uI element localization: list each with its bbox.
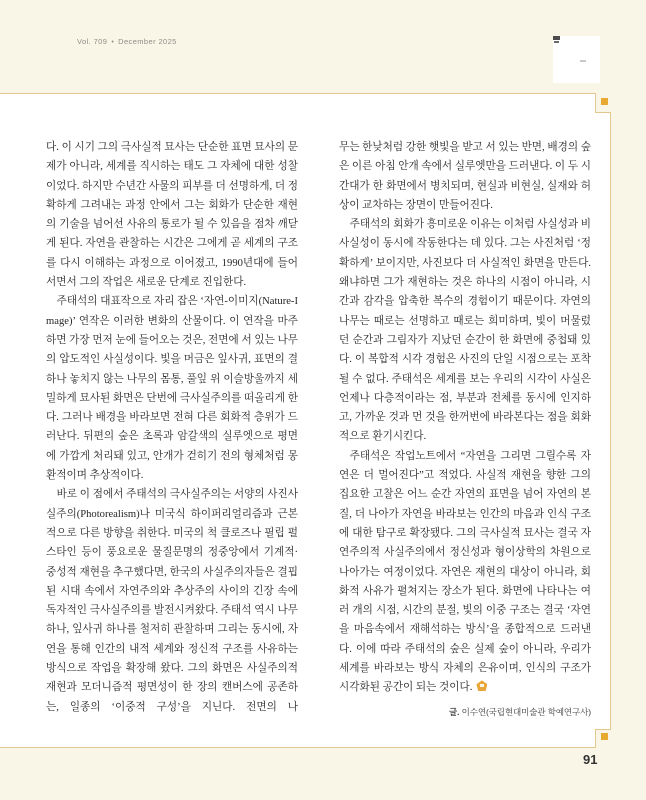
article-paragraph: 무는 한낮처럼 강한 햇빛을 받고 서 있는 반면, 배경의 숲은 이른 아침 안개 속에서 실루엣만을 드러낸다. 이 두 시간대가 한 화면에서 병치되며, 현실과 비현실, 실재와 허상이 교차하는 장면이 만들어진다.	[339, 142, 591, 211]
volume-label: Vol. 709	[77, 37, 108, 46]
masthead-separator-icon: •	[111, 39, 115, 46]
page-number: 91	[583, 752, 598, 767]
logo-placeholder	[553, 36, 600, 83]
article-paragraph: 바로 이 점에서 주태석의 극사실주의는 서양의 사진사실주의(Photorealism)나 미국식 하이퍼리얼리즘과 근본적으로 다른 방향을 취한다. 미국의 척 클로즈나 필립 펄스타인 등이 풍요로운 물질문명의 정중앙에서 기계적·중성적 재현을 추구했다면, 한국의 사실주의자들은 결핍된 시대 속에서 자연주의와 추상주의 사이의 긴장 속에 독자적인 극사실주의를 발전시켜왔다. 주태석 역시 나무 하나, 잎사귀 하나를 철저히 관찰하며 그리는 동시에, 자연을 통해 인간의 내적 세계와 정신적 구조를 사유하는 방식으로 작업을 확장해 왔다. 그의 화면은 사실주의적 재현과 모더니즘적 평면성이 한 장의 캔버스에 공존하는, 일종의 ‘이중적 구성’을 지닌다. 전면의 나	[46, 489, 298, 713]
article-column-right-paragraphs	[339, 138, 591, 698]
article-column-left	[46, 138, 298, 717]
logo-mark-icon	[553, 36, 560, 40]
corner-accent-square-top	[601, 98, 608, 105]
masthead	[77, 37, 177, 46]
byline-author: 이수연(국립현대미술관 학예연구사)	[459, 706, 591, 717]
logo-dash-icon	[580, 60, 586, 62]
corner-accent-square-bottom	[601, 733, 608, 740]
article-paragraph: 다. 이 시기 그의 극사실적 묘사는 단순한 표면 묘사의 문제가 아니라, 세계를 직시하는 태도 그 자체에 대한 성찰이었다. 하지만 수년간 사물의 피부를 더 선명하게, 더 정확하게 그려내는 과정 안에서 그는 회화가 단순한 재현의 기술을 넘어선 사유의 통로가 될 수 있음을 점차 깨닫게 된다. 자연을 관찰하는 시간은 그에게 곧 세계의 구조를 다시 이해하는 과정으로 이어졌고, 1990년대에 들어서면서 그의 작업은 새로운 단계로 진입한다.	[46, 142, 298, 289]
article-column-right	[339, 138, 591, 722]
byline	[339, 703, 591, 722]
article-paragraph: 주태석은 작업노트에서 “자연을 그리면 그릴수록 자연은 더 멀어진다”고 적었다. 사실적 재현을 향한 그의 집요한 고찰은 어느 순간 자연의 표면을 넘어 자연의 본질, 더 나아가 자연을 바라보는 인간의 마음과 인식 구조에 대한 탐구로 확장됐다. 그의 극사실적 묘사는 결국 자연주의적 사실주의에서 정신성과 형이상학의 차원으로 나아가는 여정이었다. 자연은 재현의 대상이 아니라, 회화적 사유가 펼쳐지는 장소가 된다. 화면에 나타나는 여러 개의 시점, 시간의 분절, 빛의 이중 구조는 결국 ‘자연을 마음속에서 재해석하는 방식’을 종합적으로 드러낸다. 이에 따라 주태석의 숲은 실제 숲이 아니라, 우리가 세계를 바라보는 방식 자체의 은유이며, 인식의 구조가 시각화된 공간이 되는 것이다.	[339, 450, 591, 694]
issue-date: December 2025	[118, 37, 177, 46]
article-paragraph: 주태석의 대표작으로 자리 잡은 ‘자연-이미지(Nature-Image)’ 연작은 이러한 변화의 산물이다. 이 연작을 마주하면 가장 먼저 눈에 들어오는 것은, 전면에 서 있는 나무의 압도적인 사실성이다. 빛을 머금은 잎사귀, 표면의 결 하나 놓치지 않는 나무의 몸통, 풀잎 위 이슬방울까지 세밀하게 묘사된 화면은 단번에 극사실주의를 떠올리게 한다. 그러나 배경을 바라보면 전혀 다른 회화적 층위가 드러난다. 뒤편의 숲은 초록과 암갈색의 실루엣으로 평면에 가깝게 처리돼 있고, 안개가 걷히기 전의 형체처럼 몽환적이며 추상적이다.	[46, 296, 298, 482]
article-paragraph: 주태석의 회화가 흥미로운 이유는 이처럼 사실성과 비사실성이 동시에 작동한다는 데 있다. 그는 사진처럼 ‘정확하게’ 보이지만, 사진보다 더 사실적인 화면을 만든다. 왜냐하면 그가 재현하는 것은 하나의 시점이 아니라, 시간과 감각을 압축한 복수의 경험이기 때문이다. 자연의 나무는 때로는 선명하고 때로는 희미하며, 빛이 머물렀던 순간과 그림자가 지났던 순간이 한 화면에 중첩돼 있다. 이 복합적 시각 경험은 사진의 단일 시점으로는 포착될 수 없다. 주태석은 세계를 보는 우리의 시각이 사실은 언제나 다층적이라는 점, 부분과 전체를 동시에 인지하고, 가까운 것과 먼 것을 한꺼번에 바라본다는 점을 회화적으로 환기시킨다.	[339, 219, 591, 443]
byline-prefix: 글.	[448, 706, 460, 717]
article-end-ornament-icon	[476, 680, 487, 691]
